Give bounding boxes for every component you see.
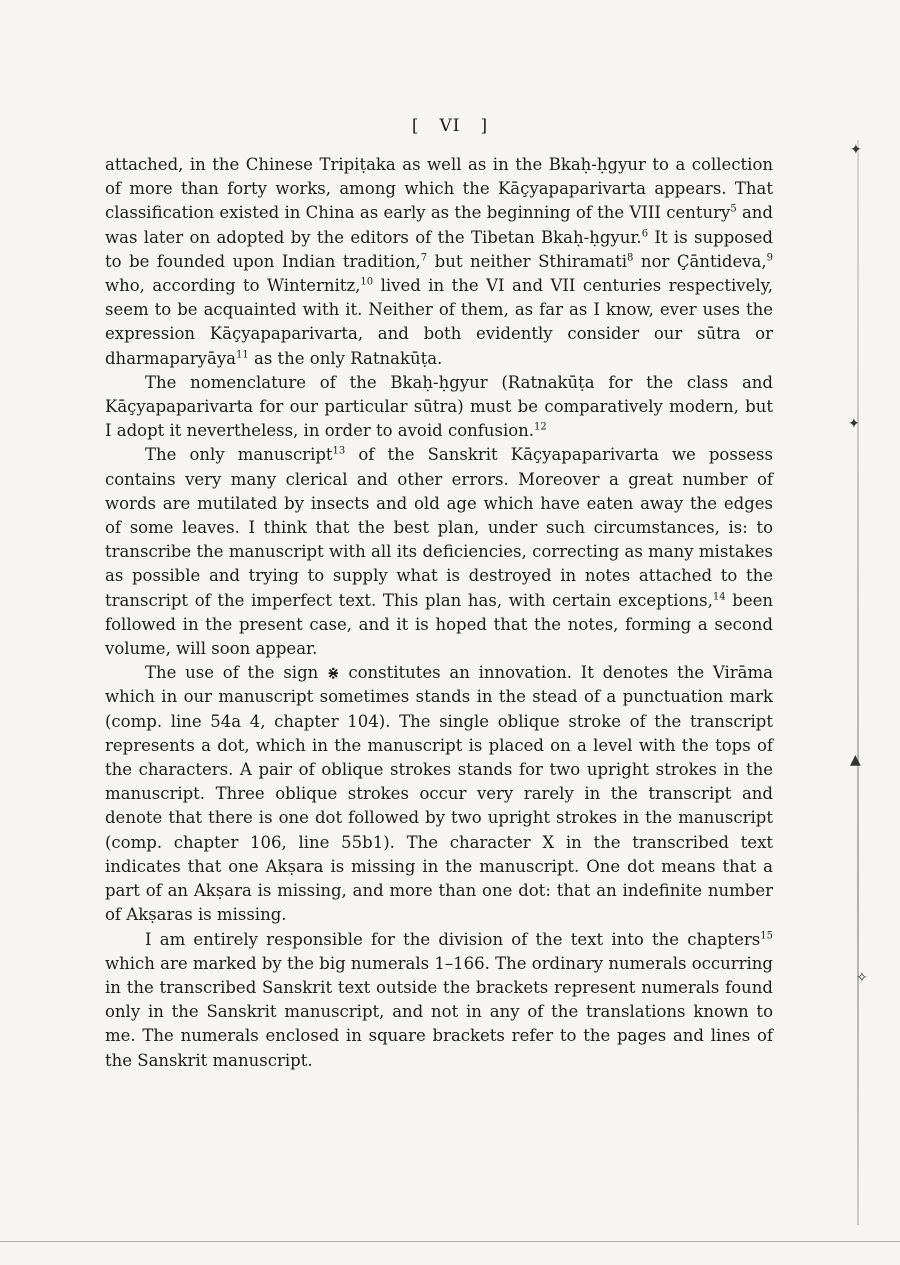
- footnote-ref: 14: [712, 591, 726, 603]
- scan-mark-icon: ✦: [850, 142, 862, 158]
- text-run: I am entirely responsible for the division of the text into the chapters: [145, 929, 761, 949]
- body-text: [105, 153, 773, 1073]
- text-run: lived in the VI and VII centuries respectively, seem to be acquainted with it. Neither of them, as far as I know, ever uses the expression Kāçyapaparivarta, and both evidently consider our sūtra or dharmaparyāya: [105, 276, 773, 368]
- text-run: as the only Ratnakūṭa.: [248, 348, 443, 368]
- text-run: The use of the sign: [145, 663, 328, 683]
- footnote-ref: 9: [766, 252, 774, 264]
- header-bracket-close: ]: [480, 116, 489, 136]
- virama-sign-icon: ⋇: [327, 664, 340, 683]
- footnote-ref: 10: [360, 276, 374, 288]
- text-run: attached, in the Chinese Tripiṭaka as well as in the Bkaḥ-ḥgyur to a collection of more than forty works, among which the Kāçyapaparivarta appears. That classification existed in China as early as the beginning of the VIII century: [105, 155, 773, 223]
- paragraph-3: [105, 443, 773, 661]
- text-run: nor Çāntideva,: [633, 251, 767, 271]
- scan-mark-icon: ✦: [848, 416, 860, 432]
- text-run: and was later on adopted by the editors of the Tibetan Bkaḥ-ḥgyur.: [105, 203, 773, 247]
- footnote-ref: 15: [760, 930, 773, 941]
- footnote-ref: 7: [420, 252, 428, 264]
- text-run: It is supposed to be founded upon Indian tradition,: [105, 227, 773, 271]
- footnote-ref: 11: [236, 349, 249, 361]
- paragraph-5: [105, 928, 773, 1073]
- text-run: constitutes an innovation. It denotes the Virāma which in our manuscript sometimes stands in the stead of a punctuation mark (comp. line 54a 4, chapter 104). The single oblique stroke of the transcript represents a dot, which in the manuscript is placed on a level with the tops of the characters. A pair of oblique strokes stands for two upright strokes in the manuscript. Three oblique strokes occur very rarely in the transcript and denote that there is one dot followed by two upright strokes in the manuscript (comp. chapter 106, line 55b1). The character X in the transcribed text indicates that one Akṣara is missing in the manuscript. One dot means that a part of an Akṣara is missing, and more than one dot: that an indefinite number of Akṣaras is missing.: [105, 663, 773, 925]
- header-bracket-open: [: [411, 116, 420, 136]
- text-run: of the Sanskrit Kāçyapaparivarta we possess contains very many clerical and other errors. Moreover a great number of words are mutilated by insects and old age which have eaten away the edges of some leaves. I think that the best plan, under such circumstances, is: to transcribe the manuscript with all its deficiencies, correcting as many mistakes as possible and trying to supply what is destroyed in notes attached to the transcript of the imperfect text. This plan has, with certain exceptions,: [105, 445, 773, 610]
- page-header: [0, 116, 900, 136]
- scan-margin-line: [857, 140, 859, 1225]
- page-number: VI: [439, 116, 461, 136]
- scan-mark-icon: ▲: [850, 752, 861, 768]
- text-run: The nomenclature of the Bkaḥ-ḥgyur (Ratnakūṭa for the class and Kāçyapaparivarta for our particular sūtra) must be comparatively modern, but I adopt it nevertheless, in order to avoid confusion.: [105, 372, 773, 441]
- text-run: which are marked by the big numerals 1–166. The ordinary numerals occurring in the transcribed Sanskrit text outside the brackets represent numerals found only in the Sanskrit manuscript, and not in any of the translations known to me. The numerals enclosed in square brackets refer to the pages and lines of the Sanskrit manuscript.: [105, 953, 773, 1070]
- footnote-ref: 6: [641, 228, 649, 240]
- text-run: who, according to Winternitz,: [105, 276, 361, 296]
- footnote-ref: 12: [534, 421, 547, 433]
- paragraph-2: [105, 371, 773, 444]
- paragraph-1: [105, 153, 773, 371]
- scan-mark-icon: ✧: [856, 970, 868, 986]
- footnote-ref: 5: [730, 203, 737, 215]
- paragraph-4: [105, 661, 773, 927]
- text-run: but neither Sthiramati: [427, 251, 628, 271]
- scan-bottom-rule: [0, 1241, 900, 1242]
- footnote-ref: 13: [332, 445, 346, 457]
- text-run: been followed in the present case, and it is hoped that the notes, forming a second volume, will soon appear.: [105, 590, 773, 659]
- footnote-ref: 8: [627, 252, 634, 264]
- text-run: The only manuscript: [145, 445, 333, 465]
